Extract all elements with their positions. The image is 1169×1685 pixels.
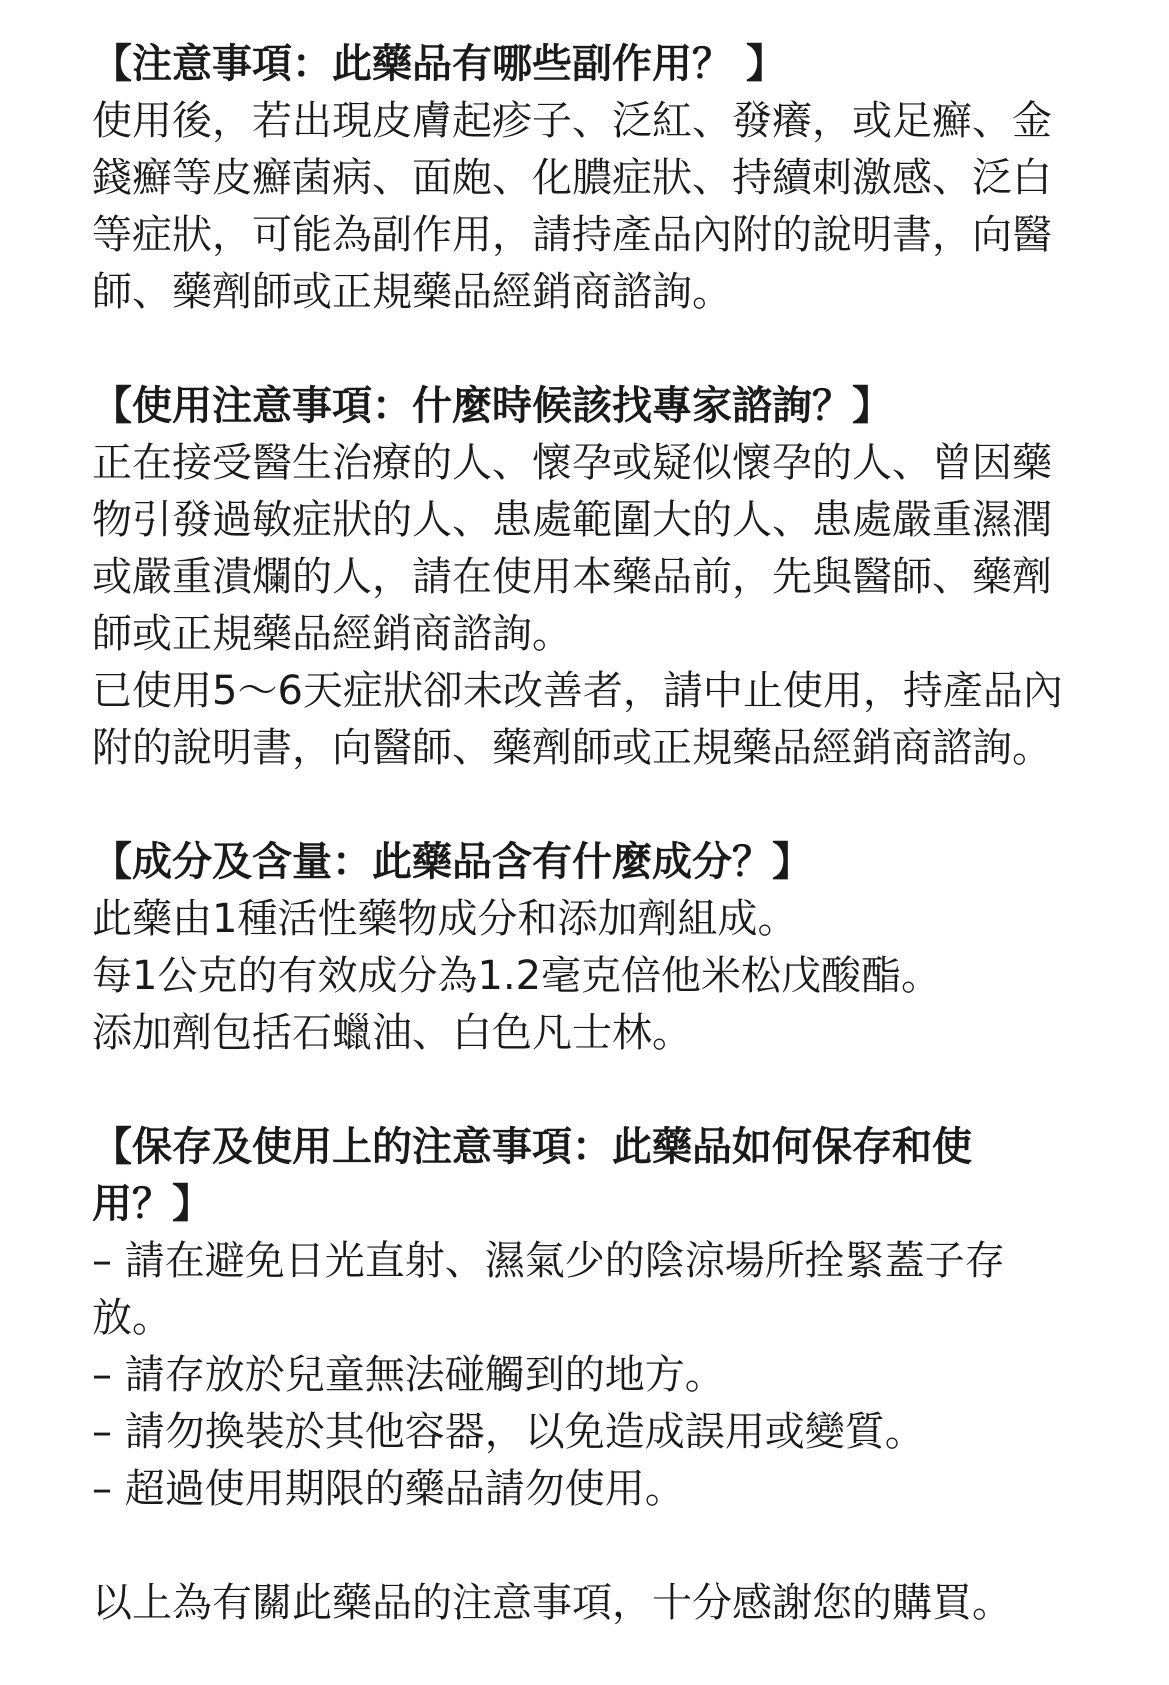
- document-page: [92, 36, 1092, 1632]
- ingredients-line: 此藥由1種活性藥物成分和添加劑組成。: [92, 896, 798, 942]
- consult-section: [92, 378, 1092, 777]
- storage-bullet: – 請存放於兒童無法碰觸到的地方。: [92, 1352, 725, 1398]
- consult-heading: 【使用注意事項：什麼時候該找專家諮詢？】: [92, 383, 892, 429]
- consult-body-1: 正在接受醫生治療的人、懷孕或疑似懷孕的人、曾因藥物引發過敏症狀的人、患處範圍大的人、患處嚴重濕潤或嚴重潰爛的人，請在使用本藥品前，先與醫師、藥劑師或正規藥品經銷商諮詢。: [92, 440, 1052, 657]
- ingredients-line: 每1公克的有效成分為1.2毫克倍他米松戊酸酯。: [92, 953, 942, 999]
- section-spacer: [92, 321, 1092, 378]
- ingredients-line: 添加劑包括石蠟油、白色凡士林。: [92, 1010, 692, 1056]
- section-spacer: [92, 1518, 1092, 1575]
- section-spacer: [92, 777, 1092, 834]
- storage-section: [92, 1119, 1092, 1518]
- section-spacer: [92, 1062, 1092, 1119]
- storage-bullet: – 超過使用期限的藥品請勿使用。: [92, 1466, 685, 1512]
- side-effects-heading: 【注意事項：此藥品有哪些副作用？ 】: [92, 41, 786, 87]
- consult-body-2: 已使用5～6天症狀卻未改善者，請中止使用，持產品內附的說明書，向醫師、藥劑師或正規藥品經銷商諮詢。: [92, 668, 1063, 771]
- closing-note: 以上為有關此藥品的注意事項，十分感謝您的購買。: [92, 1580, 1012, 1626]
- storage-heading: 【保存及使用上的注意事項：此藥品如何保存和使用？】: [92, 1124, 972, 1227]
- storage-bullet: – 請勿換裝於其他容器，以免造成誤用或變質。: [92, 1409, 925, 1455]
- side-effects-body: 使用後，若出現皮膚起疹子、泛紅、發癢，或足癬、金錢癬等皮癬菌病、面皰、化膿症狀、持續刺激感、泛白等症狀，可能為副作用，請持產品內附的說明書，向醫師、藥劑師或正規藥品經銷商諮詢。: [92, 98, 1052, 315]
- ingredients-heading: 【成分及含量：此藥品含有什麼成分？】: [92, 839, 812, 885]
- ingredients-section: [92, 834, 1092, 1062]
- storage-bullet: – 請在避免日光直射、濕氣少的陰涼場所拴緊蓋子存放。: [92, 1238, 1005, 1341]
- side-effects-section: [92, 36, 1092, 321]
